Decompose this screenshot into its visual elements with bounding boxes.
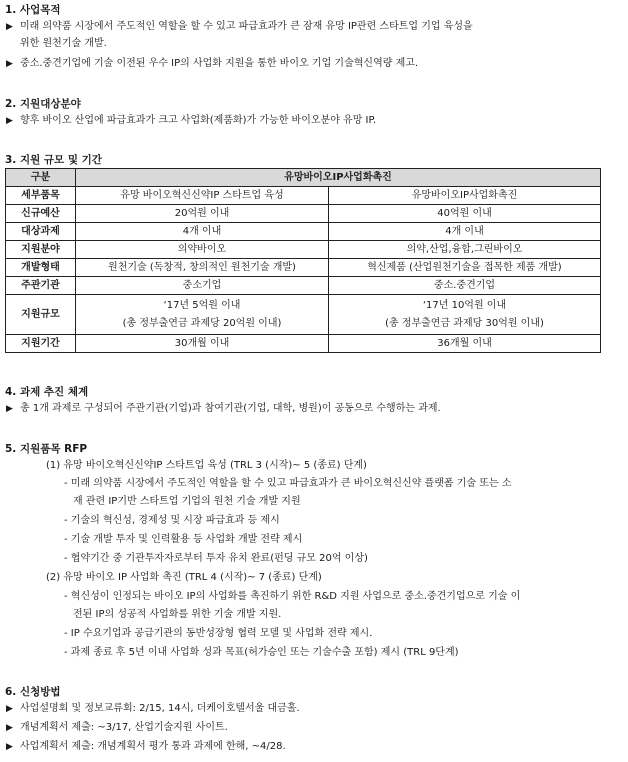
cell-a-line-1: ‘17년 5억원 이내 xyxy=(163,299,241,311)
rfp-item-1-detail-3: - 기술 개발 투자 및 인력활용 등 사업화 개발 전략 제시 xyxy=(64,534,303,545)
row-label: 개발형태 xyxy=(6,259,76,277)
section-1-bullet-1-cont: 위한 원천기술 개발. xyxy=(20,38,107,49)
section-1-bullet-2: ▶ 중소.중견기업에 기술 이전된 우수 IP의 사업화 지원을 통한 바이오 기업 기술혁신역량 제고. xyxy=(6,58,419,69)
table-header-row xyxy=(6,169,601,187)
section-3-title: 3. 지원 규모 및 기간 xyxy=(5,154,102,166)
cell-b-line-1: ‘17년 10억원 이내 xyxy=(422,299,507,311)
rfp-item-1-detail-2: - 기술의 혁신성, 경제성 및 시장 파급효과 등 제시 xyxy=(64,515,280,526)
rfp-item-2-detail-2: - IP 수요기업과 공급기관의 동반성장형 협력 모델 및 사업화 전략 제시. xyxy=(64,628,373,639)
row-label: 세부품목 xyxy=(6,187,76,205)
cell-b xyxy=(329,295,601,335)
bullet-arrow-icon: ▶ xyxy=(6,404,13,414)
row-label: 지원규모 xyxy=(6,295,76,335)
rfp-item-2-detail-1: - 혁신성이 인정되는 바이오 IP의 사업화를 촉진하기 위한 R&D 지원 사업으로 중소.중견기업으로 기술 이 xyxy=(64,591,521,602)
section-1-title: 1. 사업목적 xyxy=(5,4,61,16)
support-table xyxy=(5,168,601,353)
cell-a: 20억원 이내 xyxy=(76,205,329,223)
section-6-bullet-1: ▶ 사업설명회 및 정보교류회: 2/15, 14시, 더케이호텔서울 대금홀. xyxy=(6,703,300,714)
cell-b: 4개 이내 xyxy=(329,223,601,241)
section-6-bullet-2: ▶ 개념계획서 제출: ~3/17, 산업기술지원 사이트. xyxy=(6,722,228,733)
rfp-item-1-detail-1: - 미래 의약품 시장에서 주도적인 역할을 할 수 있고 파급효과가 큰 바이오혁신신약 플랫폼 기술 또는 소 xyxy=(64,478,512,489)
table-row xyxy=(6,259,601,277)
table-header-program: 유망바이오IP사업화촉진 xyxy=(76,169,601,187)
section-4-bullet-1: ▶ 총 1개 과제로 구성되어 주관기관(기업)과 참여기관(기업, 대학, 병원)이 공동으로 수행하는 과제. xyxy=(6,403,441,414)
rfp-item-2-heading: (2) 유망 바이오 IP 사업화 촉진 (TRL 4 (시작)~ 7 (종료) 단계) xyxy=(46,572,322,583)
cell-b: 의약,산업,융합,그린바이오 xyxy=(329,241,601,259)
table-row xyxy=(6,187,601,205)
row-label: 지원기간 xyxy=(6,335,76,353)
cell-a: 30개월 이내 xyxy=(76,335,329,353)
bullet-arrow-icon: ▶ xyxy=(6,59,13,69)
row-label: 대상과제 xyxy=(6,223,76,241)
rfp-item-1-heading: (1) 유망 바이오혁신신약IP 스타트업 육성 (TRL 3 (시작)~ 5 (종료) 단계) xyxy=(46,460,367,471)
bullet-arrow-icon: ▶ xyxy=(6,704,13,714)
table-row xyxy=(6,295,601,335)
table-row xyxy=(6,241,601,259)
cell-a xyxy=(76,295,329,335)
rfp-item-2-detail-3: - 과제 종료 후 5년 이내 사업화 성과 목표(허가승인 또는 기술수출 포함) 제시 (TRL 9단계) xyxy=(64,647,459,658)
table-row xyxy=(6,205,601,223)
section-2-title: 2. 지원대상분야 xyxy=(5,98,81,110)
table-row xyxy=(6,223,601,241)
bullet-arrow-icon: ▶ xyxy=(6,723,13,733)
row-label: 신규예산 xyxy=(6,205,76,223)
section-5-title: 5. 지원품목 RFP xyxy=(5,443,88,455)
table-header-category: 구분 xyxy=(6,169,76,187)
cell-a-line-2: (총 정부출연금 과제당 20억원 이내) xyxy=(122,317,282,329)
section-4-title: 4. 과제 추진 체계 xyxy=(5,386,89,398)
row-label: 주관기관 xyxy=(6,277,76,295)
table-row xyxy=(6,277,601,295)
cell-b: 36개월 이내 xyxy=(329,335,601,353)
cell-b: 유망바이오IP사업화촉진 xyxy=(329,187,601,205)
bullet-arrow-icon: ▶ xyxy=(6,742,13,752)
cell-b-line-2: (총 정부출연금 과제당 30억원 이내) xyxy=(385,317,544,329)
row-label: 지원분야 xyxy=(6,241,76,259)
rfp-item-1-detail-1-cont: 재 관련 IP기반 스타트업 기업의 원천 기술 개발 지원 xyxy=(73,496,301,507)
rfp-item-1-detail-4: - 협약기간 중 기관투자자로부터 투자 유치 완료(펀딩 규모 20억 이상) xyxy=(64,553,368,564)
cell-a: 원천기술 (독창적, 창의적인 원천기술 개발) xyxy=(76,259,329,277)
cell-b: 중소.중견기업 xyxy=(329,277,601,295)
rfp-item-2-detail-1-cont: 전된 IP의 성공적 사업화를 위한 기술 개발 지원. xyxy=(73,609,282,620)
section-6-bullet-3: ▶ 사업계획서 제출: 개념계획서 평가 통과 과제에 한해, ~4/28. xyxy=(6,741,286,752)
bullet-arrow-icon: ▶ xyxy=(6,116,13,126)
cell-b: 혁신제품 (산업원천기술을 접목한 제품 개발) xyxy=(329,259,601,277)
cell-a: 의약바이오 xyxy=(76,241,329,259)
cell-b: 40억원 이내 xyxy=(329,205,601,223)
bullet-arrow-icon: ▶ xyxy=(6,22,13,32)
cell-a: 중소기업 xyxy=(76,277,329,295)
section-6-title: 6. 신청방법 xyxy=(5,686,61,698)
section-1-bullet-1: ▶ 미래 의약품 시장에서 주도적인 역할을 할 수 있고 파급효과가 큰 잠재 유망 IP관련 스타트업 기업 육성을 xyxy=(6,21,473,32)
table-row xyxy=(6,335,601,353)
cell-a: 4개 이내 xyxy=(76,223,329,241)
section-2-bullet-1: ▶ 향후 바이오 산업에 파급효과가 크고 사업화(제품화)가 가능한 바이오분야 유망 IP. xyxy=(6,115,377,126)
cell-a: 유망 바이오혁신신약IP 스타트업 육성 xyxy=(76,187,329,205)
